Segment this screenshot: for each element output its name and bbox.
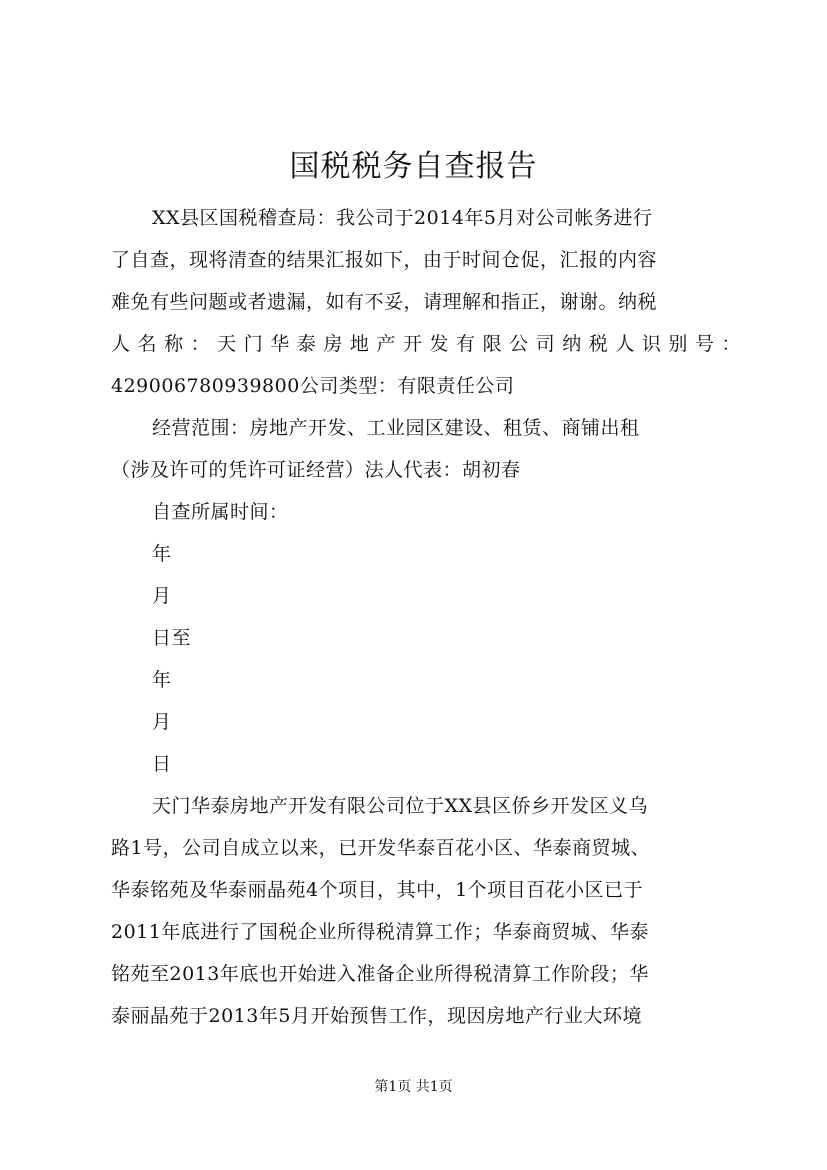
- body-line: 难免有些问题或者遗漏，如有不妥，请理解和指正，谢谢。纳税: [111, 291, 658, 313]
- date-field-line: 年: [152, 669, 172, 691]
- body-line: （涉及许可的凭许可证经营）法人代表：胡初春: [111, 459, 521, 481]
- date-field-line: 日: [152, 753, 172, 775]
- body-line: 了自查，现将清查的结果汇报如下，由于时间仓促，汇报的内容: [111, 249, 658, 271]
- body-line: 泰丽晶苑于2013年5月开始预售工作，现因房地产行业大环境: [111, 1005, 642, 1027]
- date-field-line: 月: [152, 711, 172, 733]
- body-line: XX县区国税稽查局：我公司于2014年5月对公司帐务进行: [152, 207, 653, 229]
- body-line: 经营范围：房地产开发、工业园区建设、租赁、商铺出租: [152, 417, 640, 439]
- date-field-line: 月: [152, 585, 172, 607]
- body-line: 路1号，公司自成立以来，已开发华泰百花小区、华泰商贸城、: [111, 837, 651, 859]
- body-line: 天门华泰房地产开发有限公司位于XX县区侨乡开发区义乌: [152, 795, 649, 817]
- body-line: 自查所属时间：: [152, 501, 289, 523]
- date-field-line: 年: [152, 543, 172, 565]
- document-title: 国税税务自查报告: [289, 149, 538, 184]
- body-line: 铭苑至2013年底也开始进入准备企业所得税清算工作阶段；华: [111, 963, 649, 985]
- date-field-line: 日至: [152, 627, 192, 649]
- body-line: 人名称：天门华泰房地产开发有限公司纳税人识别号：: [111, 333, 741, 355]
- body-line: 华泰铭苑及华泰丽晶苑4个项目，其中，1个项目百花小区已于: [111, 879, 644, 901]
- body-line: 429006780939800公司类型：有限责任公司: [111, 375, 515, 397]
- page-footer: 第1页 共1页: [374, 1079, 453, 1095]
- body-line: 2011年底进行了国税企业所得税清算工作；华泰商贸城、华泰: [111, 921, 649, 943]
